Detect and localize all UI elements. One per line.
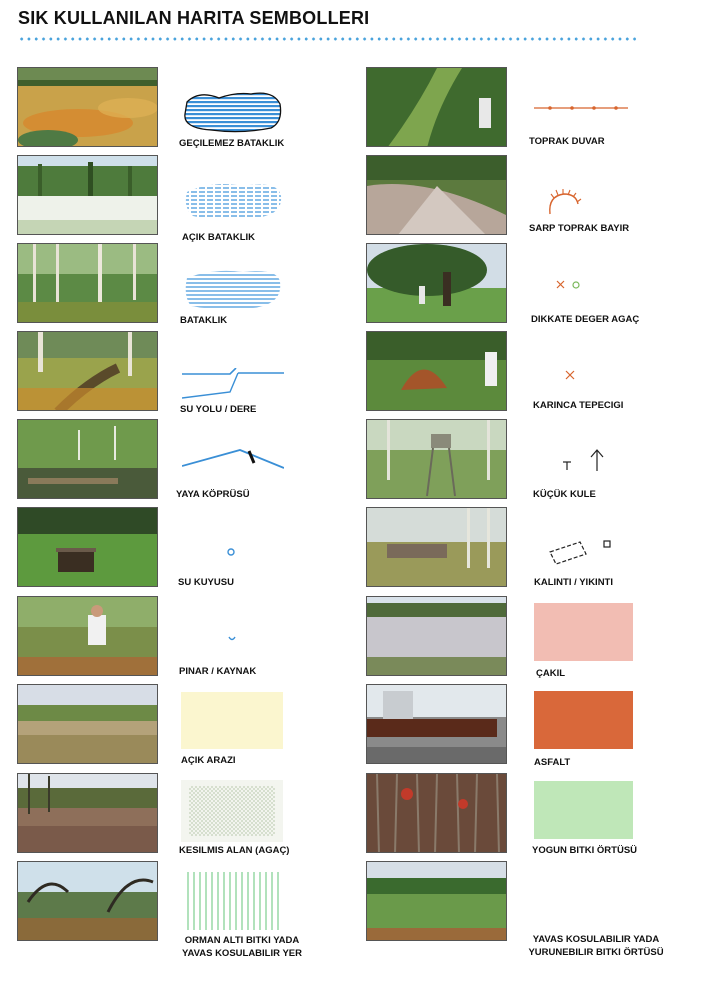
label-spring: PINAR / KAYNAK (179, 666, 257, 677)
photo-small-tower (366, 419, 507, 499)
label-undergrowth-line2: YAVAS KOSULABILIR YER (181, 948, 302, 959)
dense-vegetation-swatch-icon (534, 781, 633, 844)
label-open-land: AÇIK ARAZI (181, 755, 236, 766)
label-slow-run-vegetation-line2: YURUNEBILIR BITKI ÖRTÜSÜ (528, 947, 664, 958)
spring-icon (227, 630, 237, 648)
page-title: SIK KULLANILAN HARITA SEMBOLLERI (18, 8, 370, 28)
label-ruin: KALINTI / YIKINTI (534, 577, 613, 588)
label-gravel: ÇAKIL (536, 668, 566, 679)
footbridge-icon (182, 446, 284, 475)
label-dense-vegetation: YOGUN BITKI ÖRTÜSÜ (532, 845, 638, 856)
photo-water-well (17, 507, 158, 587)
title-dotted-rule (18, 37, 636, 41)
photo-spring (17, 596, 158, 676)
small-tower-icon (563, 447, 607, 478)
label-notable-tree: DIKKATE DEGER AGAÇ (531, 314, 640, 325)
label-footbridge: YAYA KÖPRÜSÜ (176, 489, 250, 500)
label-water-well: SU KUYUSU (178, 577, 234, 588)
photo-anthill (366, 331, 507, 411)
photo-watercourse (17, 331, 158, 411)
label-open-marsh: AÇIK BATAKLIK (182, 232, 255, 243)
anthill-icon (565, 367, 575, 385)
photo-earth-wall (366, 67, 507, 147)
photo-ruin (366, 507, 507, 587)
photo-notable-tree (366, 243, 507, 323)
label-earth-bank: SARP TOPRAK BAYIR (529, 223, 630, 234)
label-asphalt: ASFALT (534, 757, 571, 768)
photo-impassable-marsh (17, 67, 158, 147)
undergrowth-icon (186, 872, 282, 935)
photo-dense-vegetation (366, 773, 507, 853)
photo-asphalt (366, 684, 507, 764)
label-undergrowth-line1: ORMAN ALTI BITKI YADA (184, 935, 300, 946)
felled-area-icon (181, 780, 283, 847)
water-well-icon (226, 544, 236, 562)
label-impassable-marsh: GEÇILEMEZ BATAKLIK (179, 138, 285, 149)
ruin-icon (548, 537, 612, 572)
photo-footbridge (17, 419, 158, 499)
open-marsh-icon (183, 180, 283, 227)
photo-marsh (17, 243, 158, 323)
photo-open-land (17, 684, 158, 764)
watercourse-icon (182, 368, 284, 407)
gravel-swatch-icon (534, 603, 633, 666)
photo-gravel (366, 596, 507, 676)
photo-undergrowth (17, 861, 158, 941)
label-earth-wall: TOPRAK DUVAR (529, 136, 605, 147)
photo-slow-run-vegetation (366, 861, 507, 941)
label-anthill: KARINCA TEPECIGI (533, 400, 624, 411)
marsh-icon (183, 268, 283, 317)
label-felled-area: KESILMIS ALAN (AGAÇ) (179, 845, 290, 856)
label-watercourse: SU YOLU / DERE (180, 404, 257, 415)
earth-bank-icon (546, 186, 582, 223)
label-small-tower: KÜÇÜK KULE (533, 489, 596, 500)
label-slow-run-vegetation-line1: YAVAS KOSULABILIR YADA (532, 934, 660, 945)
notable-tree-icon (556, 277, 582, 295)
photo-felled-area (17, 773, 158, 853)
earth-wall-icon (534, 100, 630, 118)
label-marsh: BATAKLIK (180, 315, 228, 326)
asphalt-swatch-icon (534, 691, 633, 754)
open-land-icon (181, 692, 283, 754)
impassable-marsh-icon (181, 90, 283, 139)
slow-run-vegetation-icon (534, 871, 633, 932)
photo-open-marsh (17, 155, 158, 235)
photo-earth-bank (366, 155, 507, 235)
